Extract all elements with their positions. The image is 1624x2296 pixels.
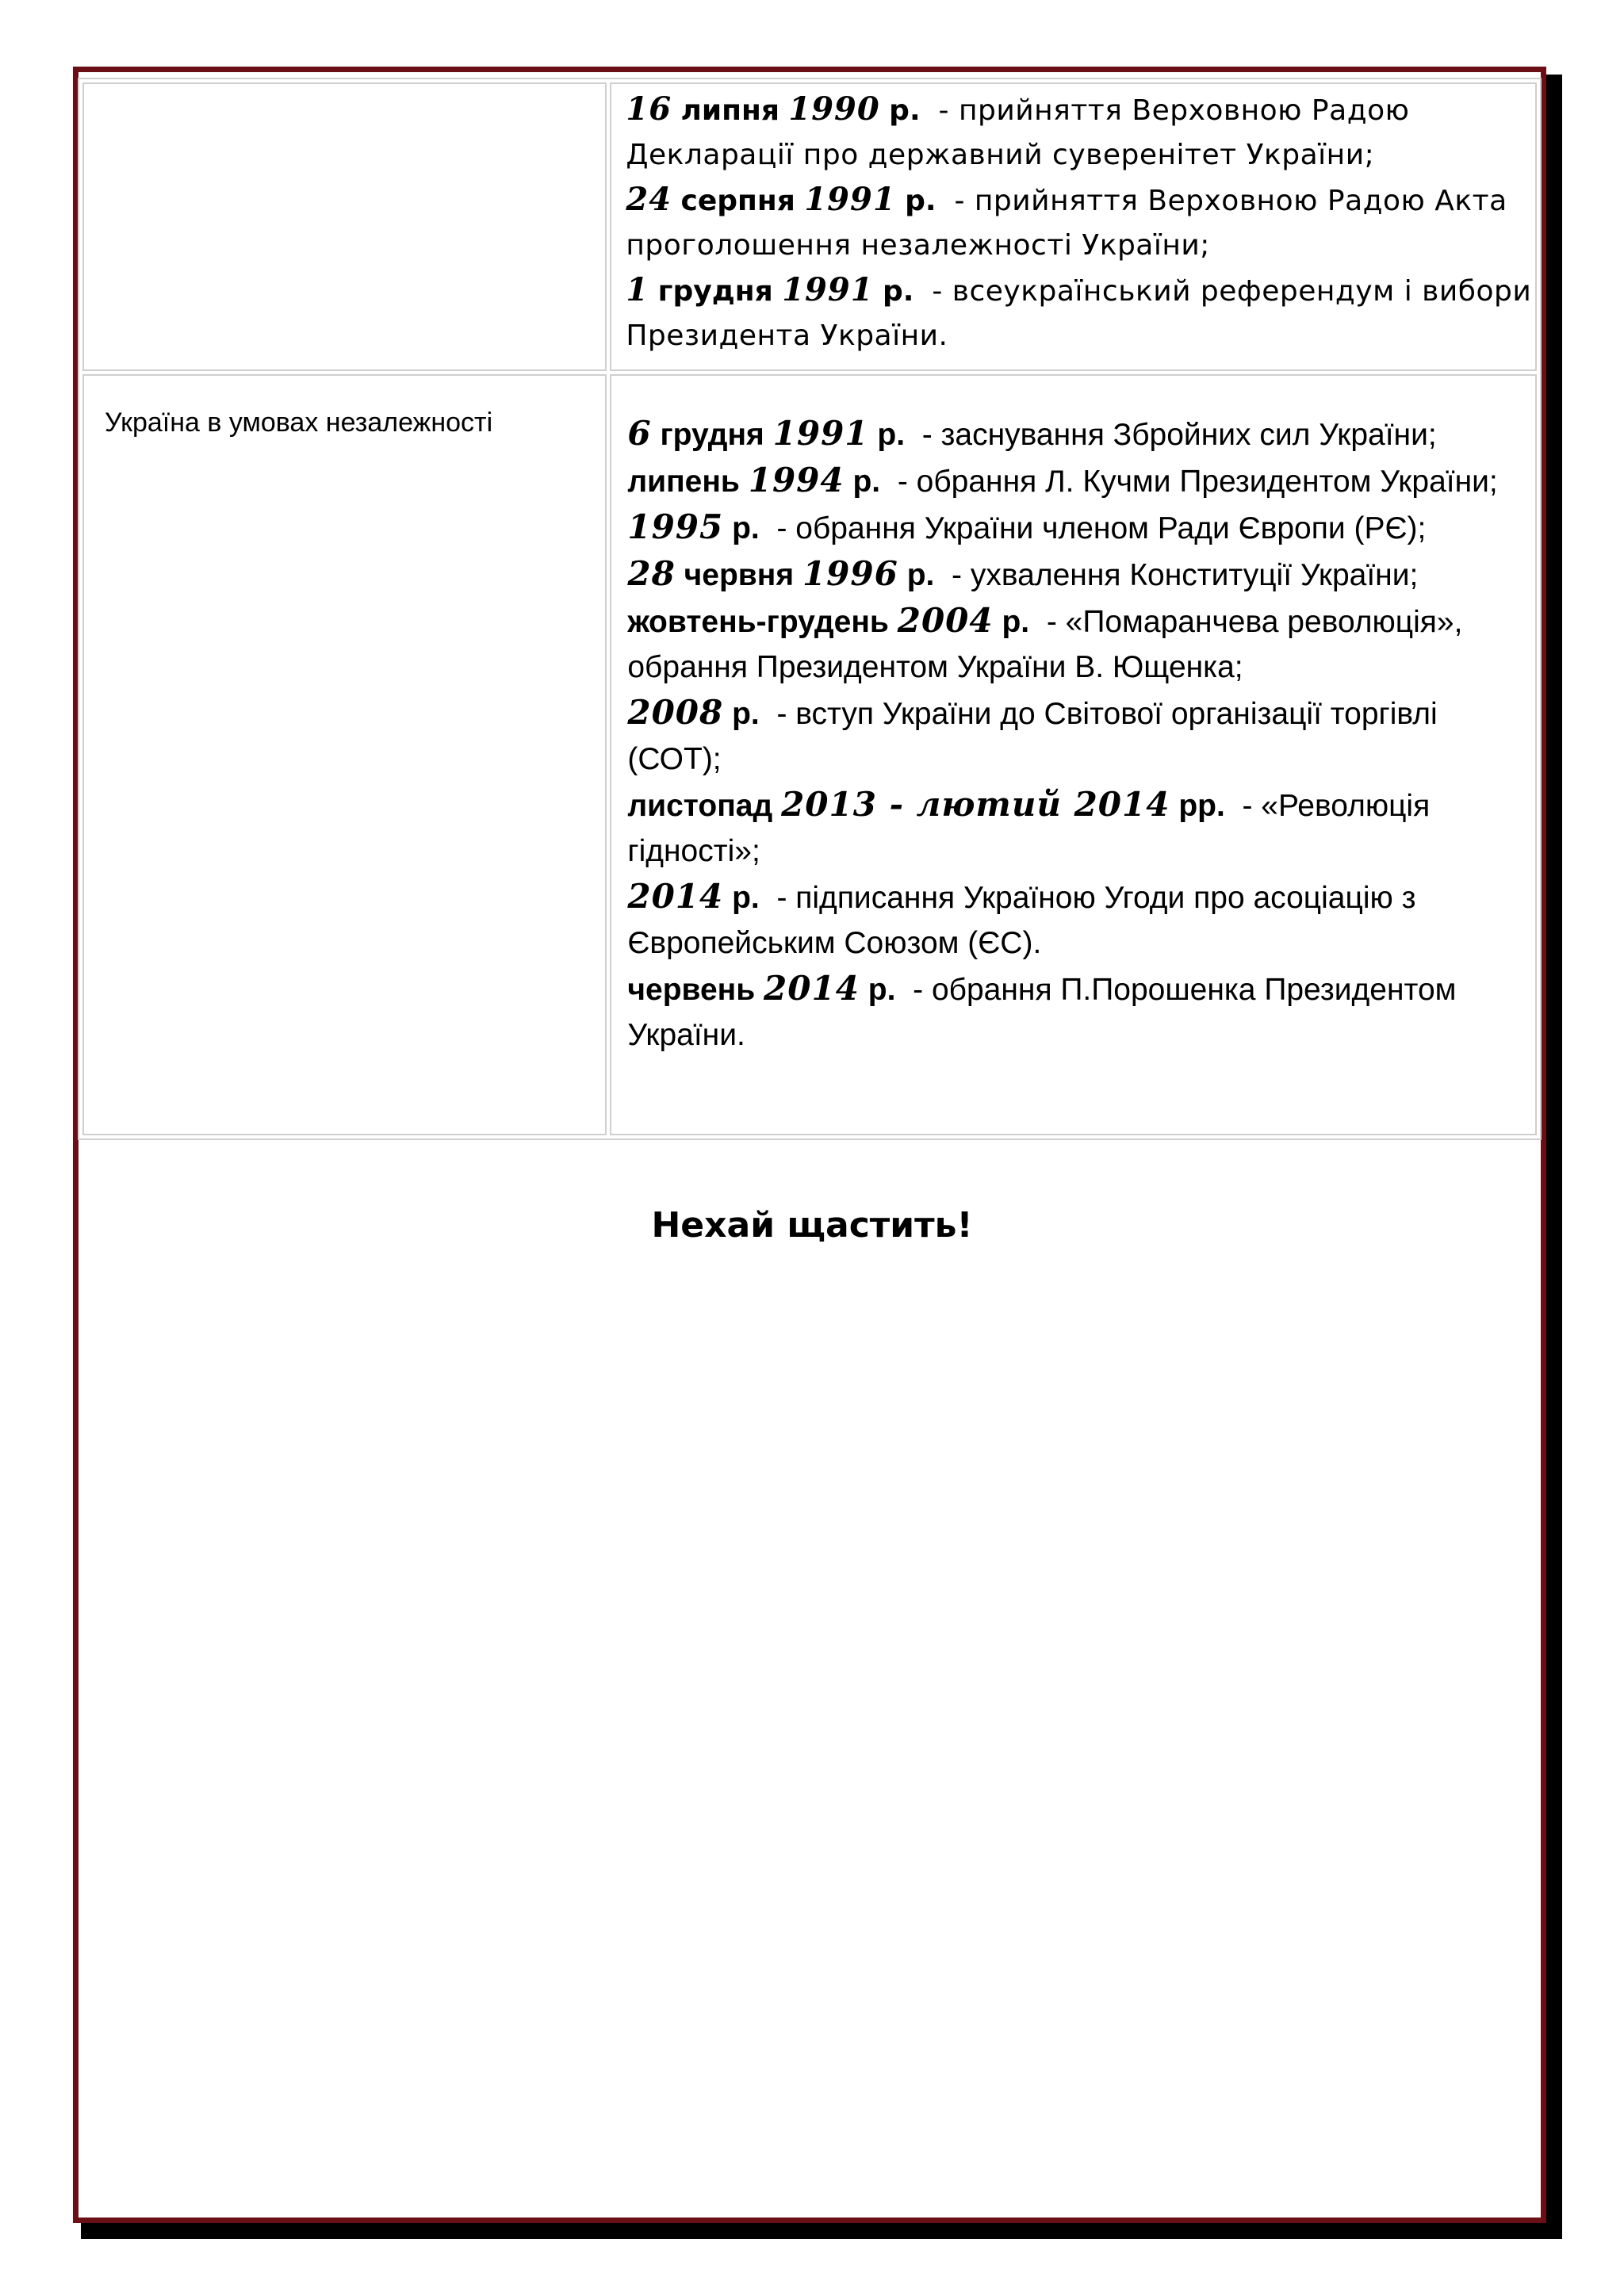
event-unit: р. <box>732 881 760 915</box>
event-text: - «Революція гідності»; <box>627 789 1431 868</box>
table-row <box>82 82 1537 371</box>
event-item <box>626 268 1535 358</box>
event-month: грудня <box>657 275 773 308</box>
history-table <box>78 78 1542 1140</box>
event-text: - обрання України членом Ради Європи (РЄ); <box>776 511 1427 545</box>
period-label: Україна в умовах незалежності <box>105 408 493 438</box>
event-year: 1990 <box>788 90 880 128</box>
event-text: - заснування Збройних сил України; <box>921 418 1437 452</box>
event-day: 24 <box>626 181 672 218</box>
event-unit: р. <box>889 94 921 127</box>
event-item <box>627 504 1522 551</box>
event-day: 1 <box>626 271 649 308</box>
event-year: 1991 <box>772 414 869 453</box>
event-item <box>627 551 1522 598</box>
event-month: серпня <box>680 185 795 217</box>
event-text: - підписання Україною Угоди про асоціацію з Європейським Союзом (ЄС). <box>627 881 1416 960</box>
period-cell-empty <box>82 82 607 371</box>
closing-wish: Нехай щастить! <box>651 1205 973 1246</box>
event-item <box>627 411 1522 457</box>
event-unit: р. <box>868 973 896 1007</box>
event-year: 2014 <box>764 969 860 1008</box>
event-month: листопад <box>627 789 773 823</box>
event-year: 2008 <box>627 693 724 732</box>
events-cell <box>610 374 1537 1135</box>
event-unit: р. <box>905 185 936 217</box>
event-month: липень <box>627 465 740 499</box>
event-item <box>627 457 1522 504</box>
event-month: червень <box>627 973 756 1007</box>
event-day: 28 <box>627 554 676 593</box>
event-item <box>626 87 1535 178</box>
event-month: грудня <box>660 418 764 452</box>
event-year: 2013 - лютий 2014 <box>781 785 1170 824</box>
event-text: - прийняття Верховною Радою Акта проголошення незалежності України; <box>626 185 1507 262</box>
event-year: 1995 <box>627 507 724 546</box>
event-month: липня <box>680 94 779 127</box>
event-item <box>627 874 1522 966</box>
event-year: 1991 <box>804 181 896 218</box>
period-cell <box>82 374 607 1135</box>
event-unit: р. <box>906 558 935 592</box>
event-year: 1994 <box>748 461 845 499</box>
event-unit: р. <box>732 697 760 731</box>
event-unit: р. <box>877 418 906 452</box>
event-item <box>627 598 1522 690</box>
event-text: - «Помаранчева революція», обрання Президентом України В. Ющенка; <box>627 605 1463 684</box>
event-item <box>627 690 1522 782</box>
event-text: - всеукраїнський референдум і вибори Президента України. <box>626 275 1532 352</box>
event-text: - ухвалення Конституції України; <box>952 558 1419 592</box>
event-year: 2014 <box>627 877 724 916</box>
events-cell <box>610 82 1537 371</box>
event-text: - прийняття Верховною Радою Декларації про державний суверенітет України; <box>626 94 1410 171</box>
event-item <box>627 966 1522 1058</box>
event-unit: рр. <box>1178 789 1225 823</box>
event-text: - обрання Л. Кучми Президентом України; <box>897 465 1498 499</box>
event-year: 1991 <box>782 271 874 308</box>
event-item <box>627 782 1522 874</box>
event-unit: р. <box>883 275 914 308</box>
event-month: червня <box>684 558 795 592</box>
event-unit: р. <box>732 511 760 545</box>
event-unit: р. <box>852 465 881 499</box>
event-unit: р. <box>1002 605 1030 639</box>
event-month: жовтень-грудень <box>627 605 889 639</box>
event-day: 6 <box>627 414 652 453</box>
event-item <box>626 178 1535 268</box>
event-day: 16 <box>626 90 672 128</box>
event-year: 2004 <box>897 601 994 640</box>
event-text: - вступ України до Світової організації торгівлі (СОТ); <box>627 697 1438 776</box>
table-row <box>82 374 1537 1135</box>
event-year: 1996 <box>802 554 898 593</box>
event-text: - обрання П.Порошенка Президентом України. <box>627 973 1457 1052</box>
